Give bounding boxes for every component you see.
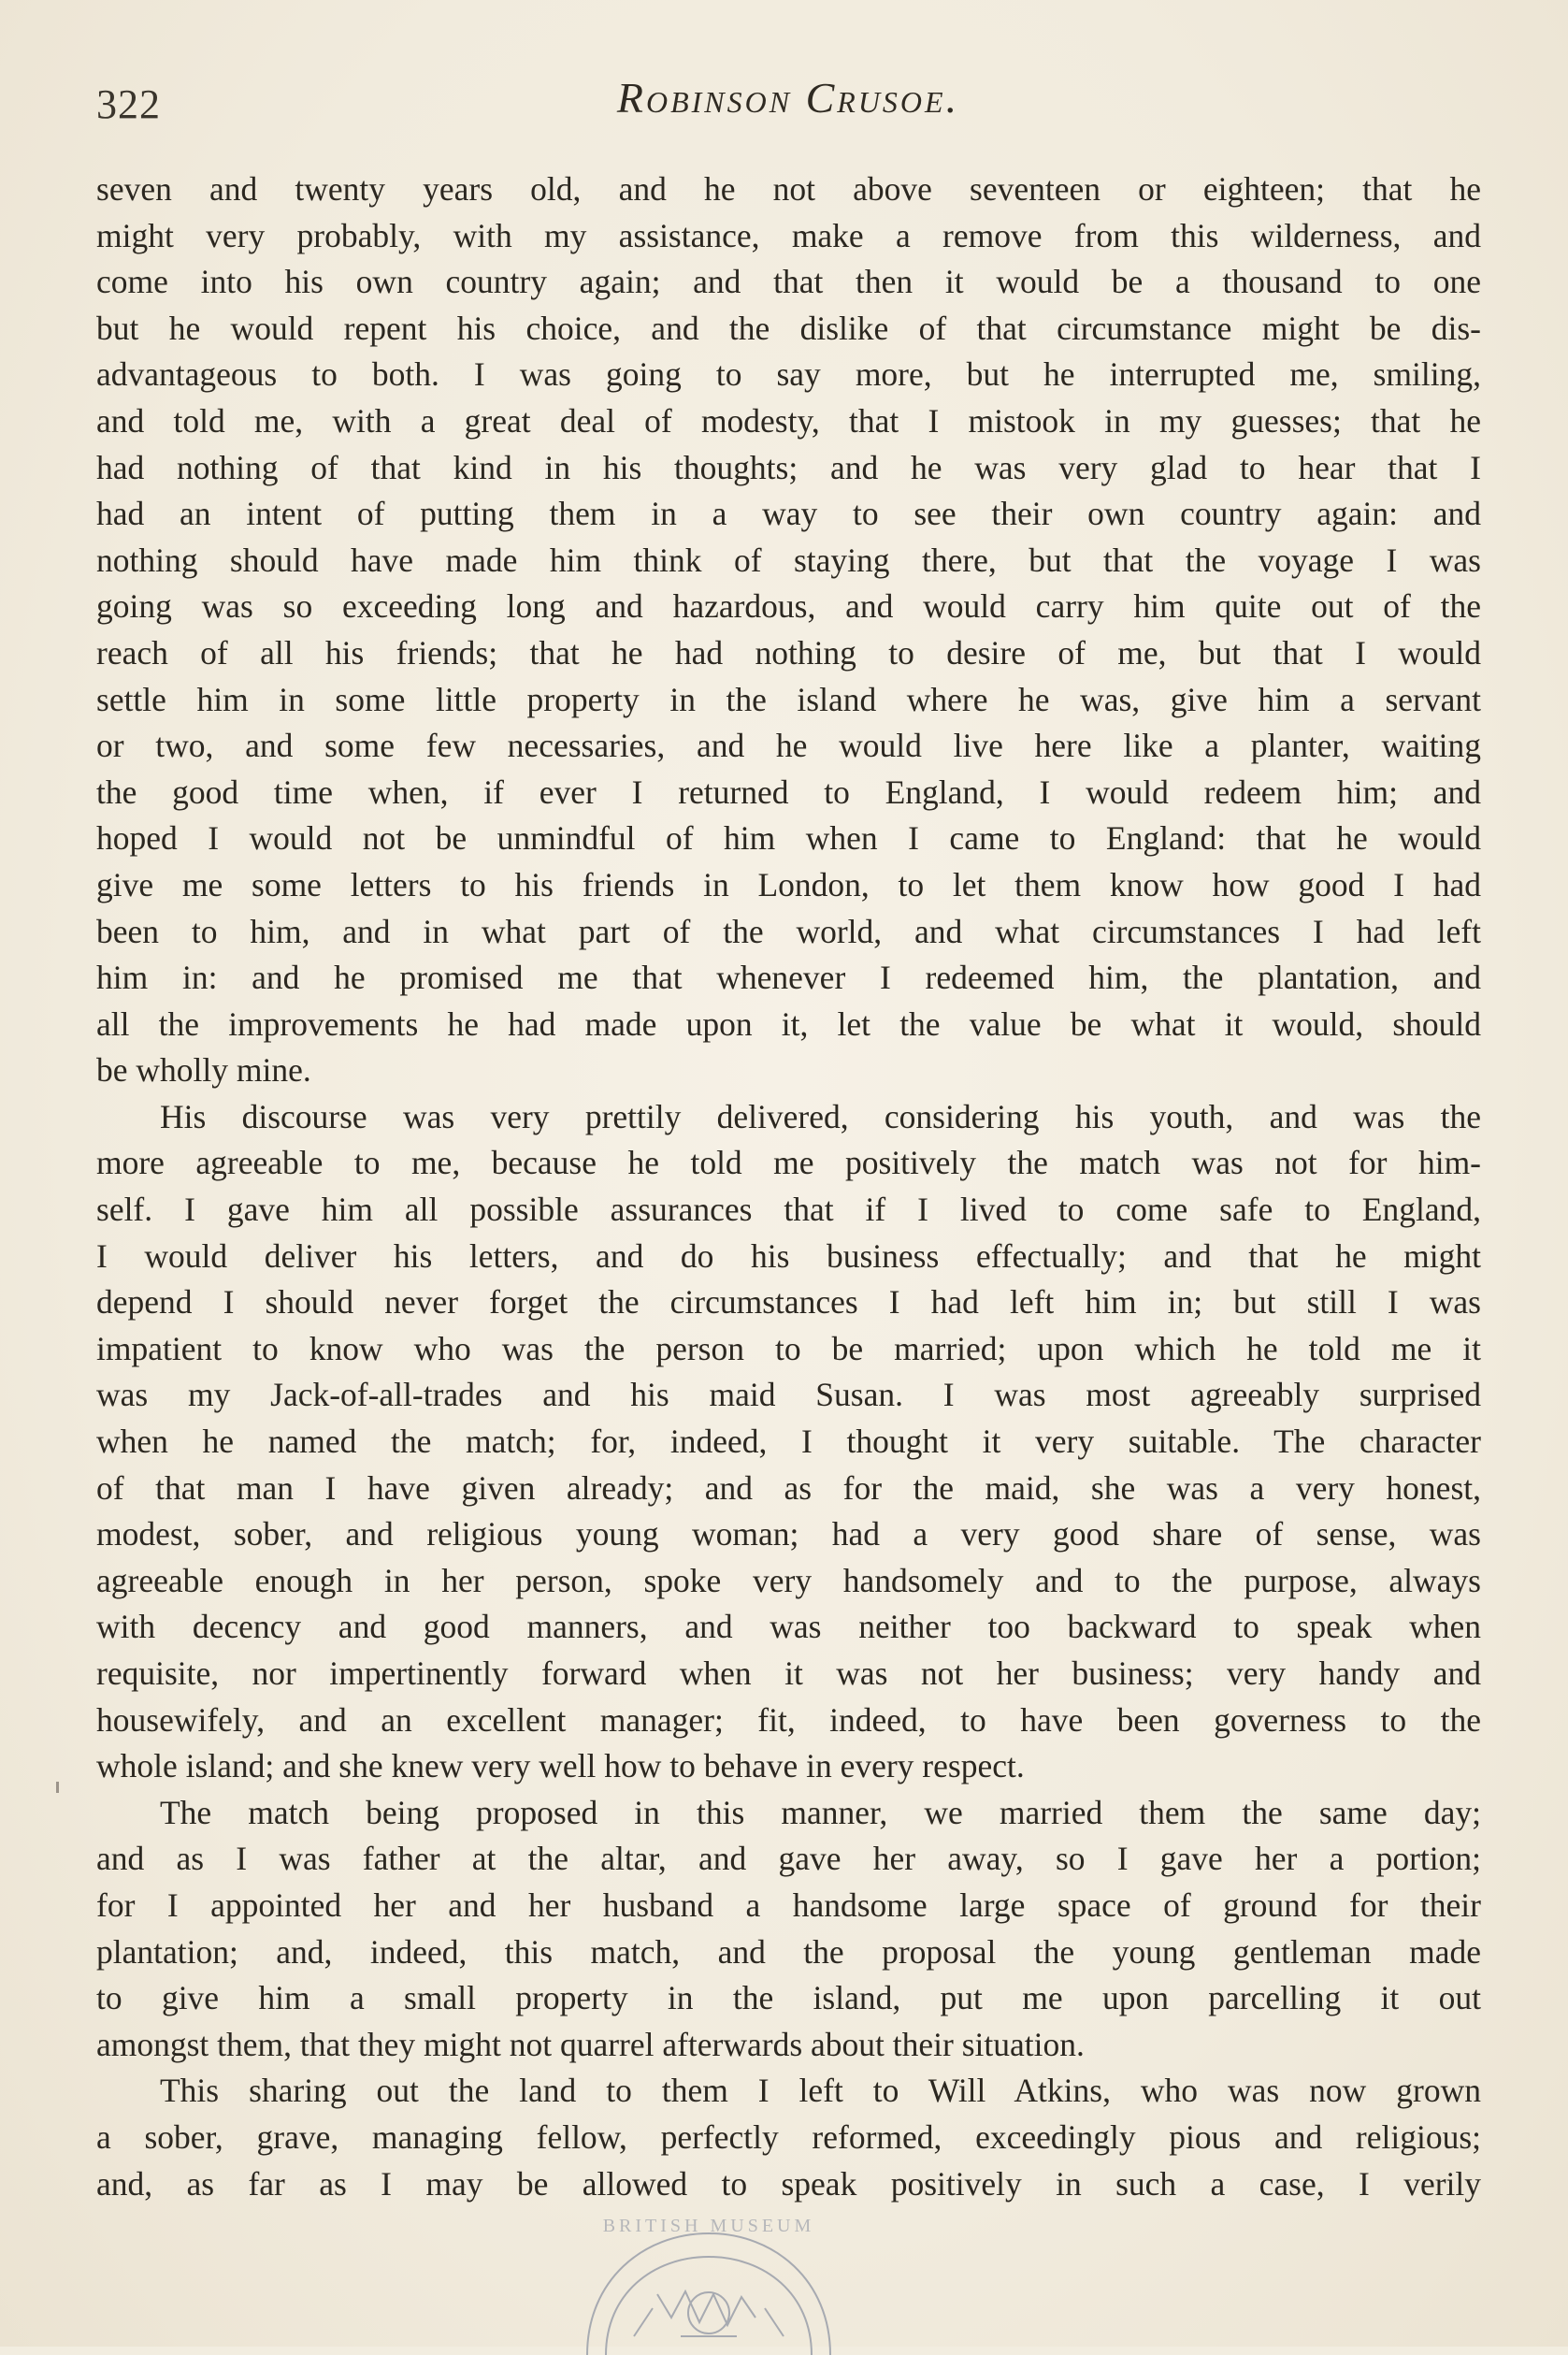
text-line: His discourse was very prettily delivered, considering his youth, and was the [160,1097,1481,1135]
text-line: seven and twenty years old, and he not above seventeen or eighteen; that he [96,170,1481,208]
text-line: had an intent of putting them in a way to see their own country again: and [96,495,1481,533]
body-text [96,166,1481,2207]
text-line: going was so exceeding long and hazardous, and would carry him quite out of the [96,587,1481,626]
text-line: nothing should have made him think of staying there, but that the voyage I was [96,541,1481,579]
text-line: might very probably, with my assistance, make a remove from this wilderness, and [96,216,1481,254]
text-line: requisite, nor impertinently forward when it was not her business; very handy and [96,1654,1481,1692]
text-line: and as I was father at the altar, and gave her away, so I gave her a portion; [96,1840,1481,1878]
margin-mark [56,1782,59,1793]
text-line: a sober, grave, managing fellow, perfectly reformed, exceedingly pious and religious; [96,2117,1481,2156]
text-line: with decency and good manners, and was neither too backward to speak when [96,1608,1481,1646]
text-line: give me some letters to his friends in London, to let them know how good I had [96,865,1481,903]
text-line: agreeable enough in her person, spoke very handsomely and to the purpose, always [96,1561,1481,1599]
text-line: modest, sober, and religious young woman; had a very good share of sense, was [96,1515,1481,1553]
text-line: when he named the match; for, indeed, I thought it very suitable. The character [96,1423,1481,1461]
page-number: 322 [96,81,161,127]
library-stamp-icon [568,2205,849,2355]
text-line: The match being proposed in this manner, we married them the same day; [160,1793,1481,1831]
text-line: This sharing out the land to them I left to Will Atkins, who was now grown [160,2072,1481,2110]
text-line: depend I should never forget the circumstances I had left him in; but still I was [96,1283,1481,1322]
text-line: impatient to know who was the person to be married; upon which he told me it [96,1329,1481,1367]
text-line: whole island; and she knew very well how to behave in every respect. [96,1747,1025,1785]
text-line: the good time when, if ever I returned to England, I would redeem him; and [96,773,1481,811]
text-line: had nothing of that kind in his thoughts; and he was very glad to hear that I [96,448,1481,486]
page-header [96,73,1480,138]
text-line: amongst them, that they might not quarrel afterwards about their situation. [96,2025,1085,2063]
stamp-text: BRITISH MUSEUM [602,2216,815,2236]
text-line: for I appointed her and her husband a handsome large space of ground for their [96,1885,1481,1924]
text-line: self. I gave him all possible assurances that if I lived to come safe to England, [96,1191,1481,1229]
text-line: him in: and he promised me that whenever I redeemed him, the plantation, and [96,959,1481,997]
text-line: been to him, and in what part of the world, and what circumstances I had left [96,912,1481,950]
text-line: or two, and some few necessaries, and he would live here like a planter, waiting [96,727,1481,765]
text-line: of that man I have given already; and as for the maid, she was a very honest, [96,1468,1481,1507]
text-line: plantation; and, indeed, this match, and the proposal the young gentleman made [96,1932,1481,1971]
text-line: housewifely, and an excellent manager; fit, indeed, to have been governess to the [96,1700,1481,1739]
text-line: hoped I would not be unmindful of him when I came to England: that he would [96,819,1481,858]
text-line: reach of all his friends; that he had nothing to desire of me, but that I would [96,633,1481,672]
text-line: more agreeable to me, because he told me positively the match was not for him- [96,1144,1481,1182]
text-line: was my Jack-of-all-trades and his maid Susan. I was most agreeably surprised [96,1376,1481,1414]
text-line: come into his own country again; and that then it would be a thousand to one [96,263,1481,301]
text-line: advantageous to both. I was going to say more, but he interrupted me, smiling, [96,355,1481,394]
text-line: I would deliver his letters, and do his business effectually; and that he might [96,1236,1481,1275]
running-head: Robinson Crusoe. [616,74,960,122]
text-line: and, as far as I may be allowed to speak positively in such a case, I verily [96,2164,1481,2203]
text-line: but he would repent his choice, and the dislike of that circumstance might be dis- [96,309,1481,347]
text-line: settle him in some little property in the island where he was, give him a servant [96,680,1481,718]
text-line: and told me, with a great deal of modesty, that I mistook in my guesses; that he [96,401,1481,440]
text-line: to give him a small property in the island, put me upon parcelling it out [96,1979,1481,2017]
text-line: all the improvements he had made upon it, let the value be what it would, should [96,1004,1481,1043]
text-line: be wholly mine. [96,1051,311,1090]
